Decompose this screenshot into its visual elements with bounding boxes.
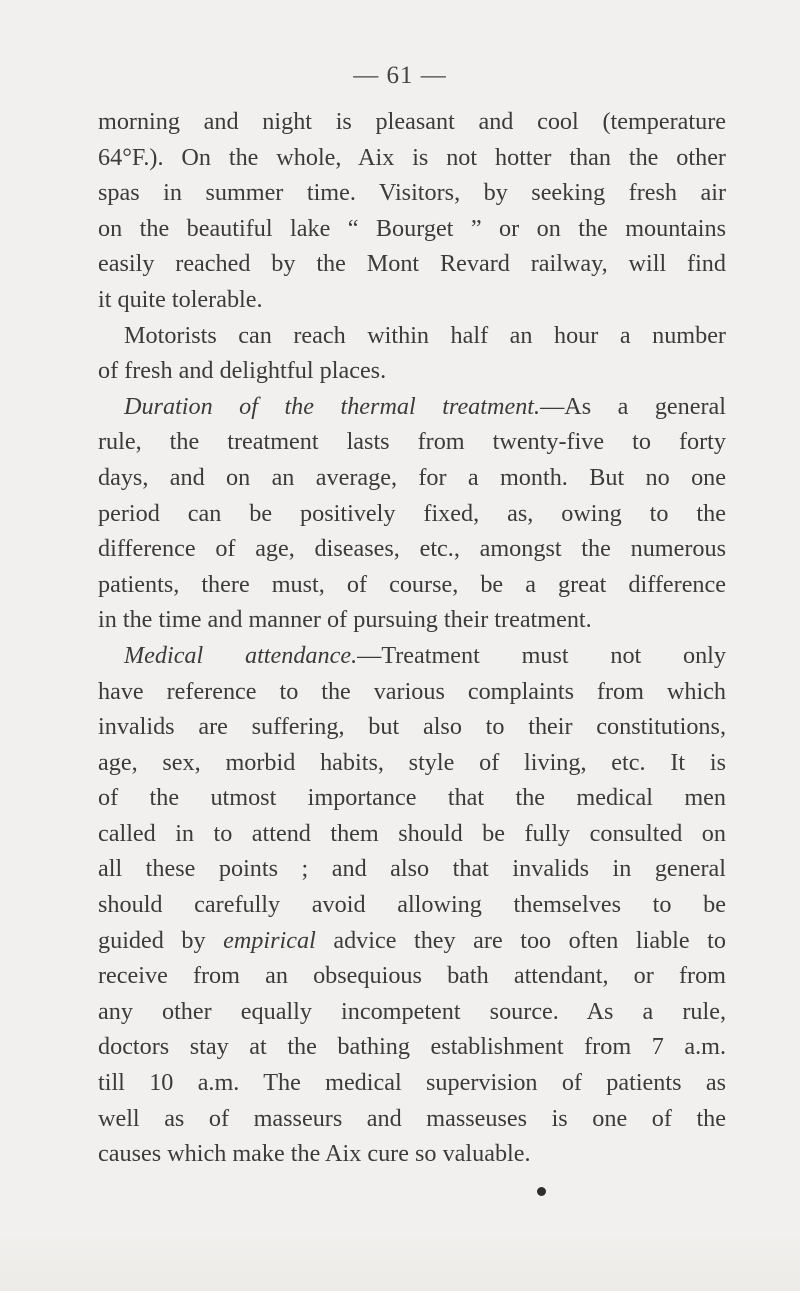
page-number: — 61 — [353,62,447,89]
text-line: age, sex, morbid habits, style of living, etc. It is [98,748,726,776]
body-text [98,104,726,1172]
text-line: doctors stay at the bathing establishment from 7 a.m. [98,1033,726,1061]
text-line: any other equally incompetent source. As a rule, [98,997,726,1025]
text-line: invalids are suffering, but also to their constitutions, [98,713,726,741]
emphasis: empirical [223,926,316,954]
text-line: Motorists can reach within half an hour a number [124,321,726,349]
text-line: period can be positively fixed, as, owing to the [98,499,726,527]
ink-dot [537,1187,546,1196]
text-line: easily reached by the Mont Revard railway, will find [98,250,726,278]
text-line: difference of age, diseases, etc., amongst the numerous [98,535,726,563]
paragraph [98,104,726,318]
text-line: in the time and manner of pursuing their treatment. [98,606,592,634]
text-line: morning and night is pleasant and cool (temperature [98,108,726,135]
paragraph [98,389,726,638]
text-line: days, and on an average, for a month. But no one [98,463,726,491]
text-line: spas in summer time. Visitors, by seeking fresh air [98,179,726,207]
text-line: have reference to the various complaints from which [98,677,726,705]
text-line: causes which make the Aix cure so valuable. [98,1140,531,1168]
text-line: called in to attend them should be fully consulted on [98,819,726,847]
text-line: 64°F.). On the whole, Aix is not hotter than the other [98,143,726,171]
text-line: guided by empirical advice they are too often liable to [98,926,726,954]
text-line: it quite tolerable. [98,285,263,313]
text-line: should carefully avoid allowing themselves to be [98,891,726,919]
paragraph [98,638,726,1172]
text-line: all these points ; and also that invalids in general [98,855,726,883]
text-line: of the utmost importance that the medical men [98,784,726,812]
section-heading: Duration of the thermal treatment. [124,392,541,420]
text-line: rule, the treatment lasts from twenty-five to forty [98,428,726,456]
text-line: well as of masseurs and masseuses is one of the [98,1104,726,1132]
text-line: till 10 a.m. The medical supervision of patients as [98,1069,726,1097]
section-heading: Medical attendance. [124,641,358,669]
paragraph [98,318,726,389]
page-edge [0,1230,800,1291]
text-line: of fresh and delightful places. [98,357,387,385]
text-line: Duration of the thermal treatment.—As a general [124,392,726,420]
text-line: on the beautiful lake “ Bourget ” or on the mountains [98,214,726,242]
text-line: receive from an obsequious bath attendant, or from [98,962,726,990]
text-line: patients, there must, of course, be a great difference [98,570,726,598]
text-line: Medical attendance.—Treatment must not only [124,641,726,669]
